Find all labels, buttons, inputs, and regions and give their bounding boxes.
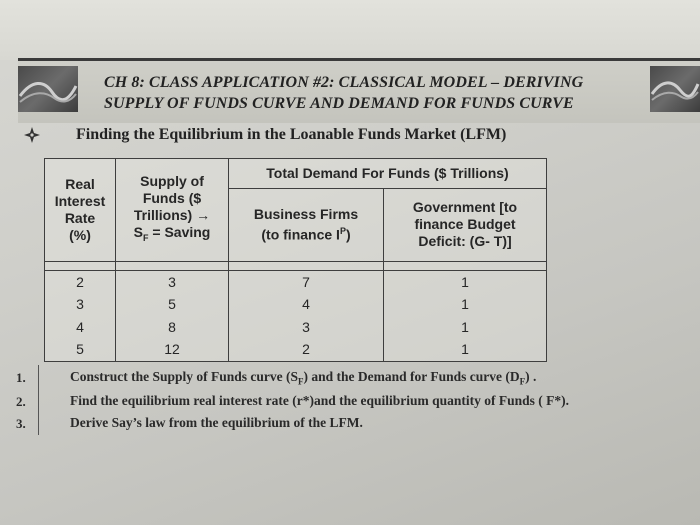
question-3: Derive Say’s law from the equilibrium of the LFM. <box>70 415 363 430</box>
question-1: Construct the Supply of Funds curve $(S_F)$ and the Demand for Funds curve $(D_F)$ . <box>70 369 537 387</box>
header-total-demand-for-funds: Total Demand For Funds ($ Trillions) <box>229 159 547 189</box>
header-business-firms: Business Firms (to finance $I^P$) <box>229 188 384 261</box>
diamond-bullet-icon <box>24 127 40 143</box>
table-row: 4 8 3 1 <box>45 316 547 339</box>
question-2: Find the equilibrium real interest rate (r*)and the equilibrium quantity of Funds ( F*). <box>70 393 570 408</box>
question-number-3: 3. <box>16 416 26 431</box>
supply-saving-label: $S_F$ = Saving <box>133 223 211 243</box>
margin-rule <box>38 365 39 435</box>
question-number-1: 1. <box>16 370 26 385</box>
header-real-interest-rate: Real Interest Rate (%) <box>45 159 116 262</box>
header-supply-of-funds: Supply of Funds ($ Trillions) → $S_F$ = Saving <box>116 159 229 262</box>
table-row: 5 12 2 1 <box>45 338 547 361</box>
header-government: Government [to finance Budget Deficit: (G- T)] <box>384 188 547 261</box>
page-title <box>104 72 650 114</box>
title-line-2: SUPPLY OF FUNDS CURVE AND DEMAND FOR FUNDS CURVE <box>104 95 574 112</box>
table-row: 3 5 4 1 <box>45 293 547 316</box>
page-top <box>0 0 700 60</box>
title-line-1: CH 8: CLASS APPLICATION #2: CLASSICAL MODEL – DERIVING <box>104 74 584 91</box>
header-wave-graphic-left <box>18 66 78 112</box>
loanable-funds-table <box>44 158 547 362</box>
table-row: 2 3 7 1 <box>45 270 547 293</box>
section-title: Finding the Equilibrium in the Loanable Funds Market (LFM) <box>76 126 507 143</box>
question-number-2: 2. <box>16 394 26 409</box>
header-wave-graphic-right <box>650 66 700 112</box>
